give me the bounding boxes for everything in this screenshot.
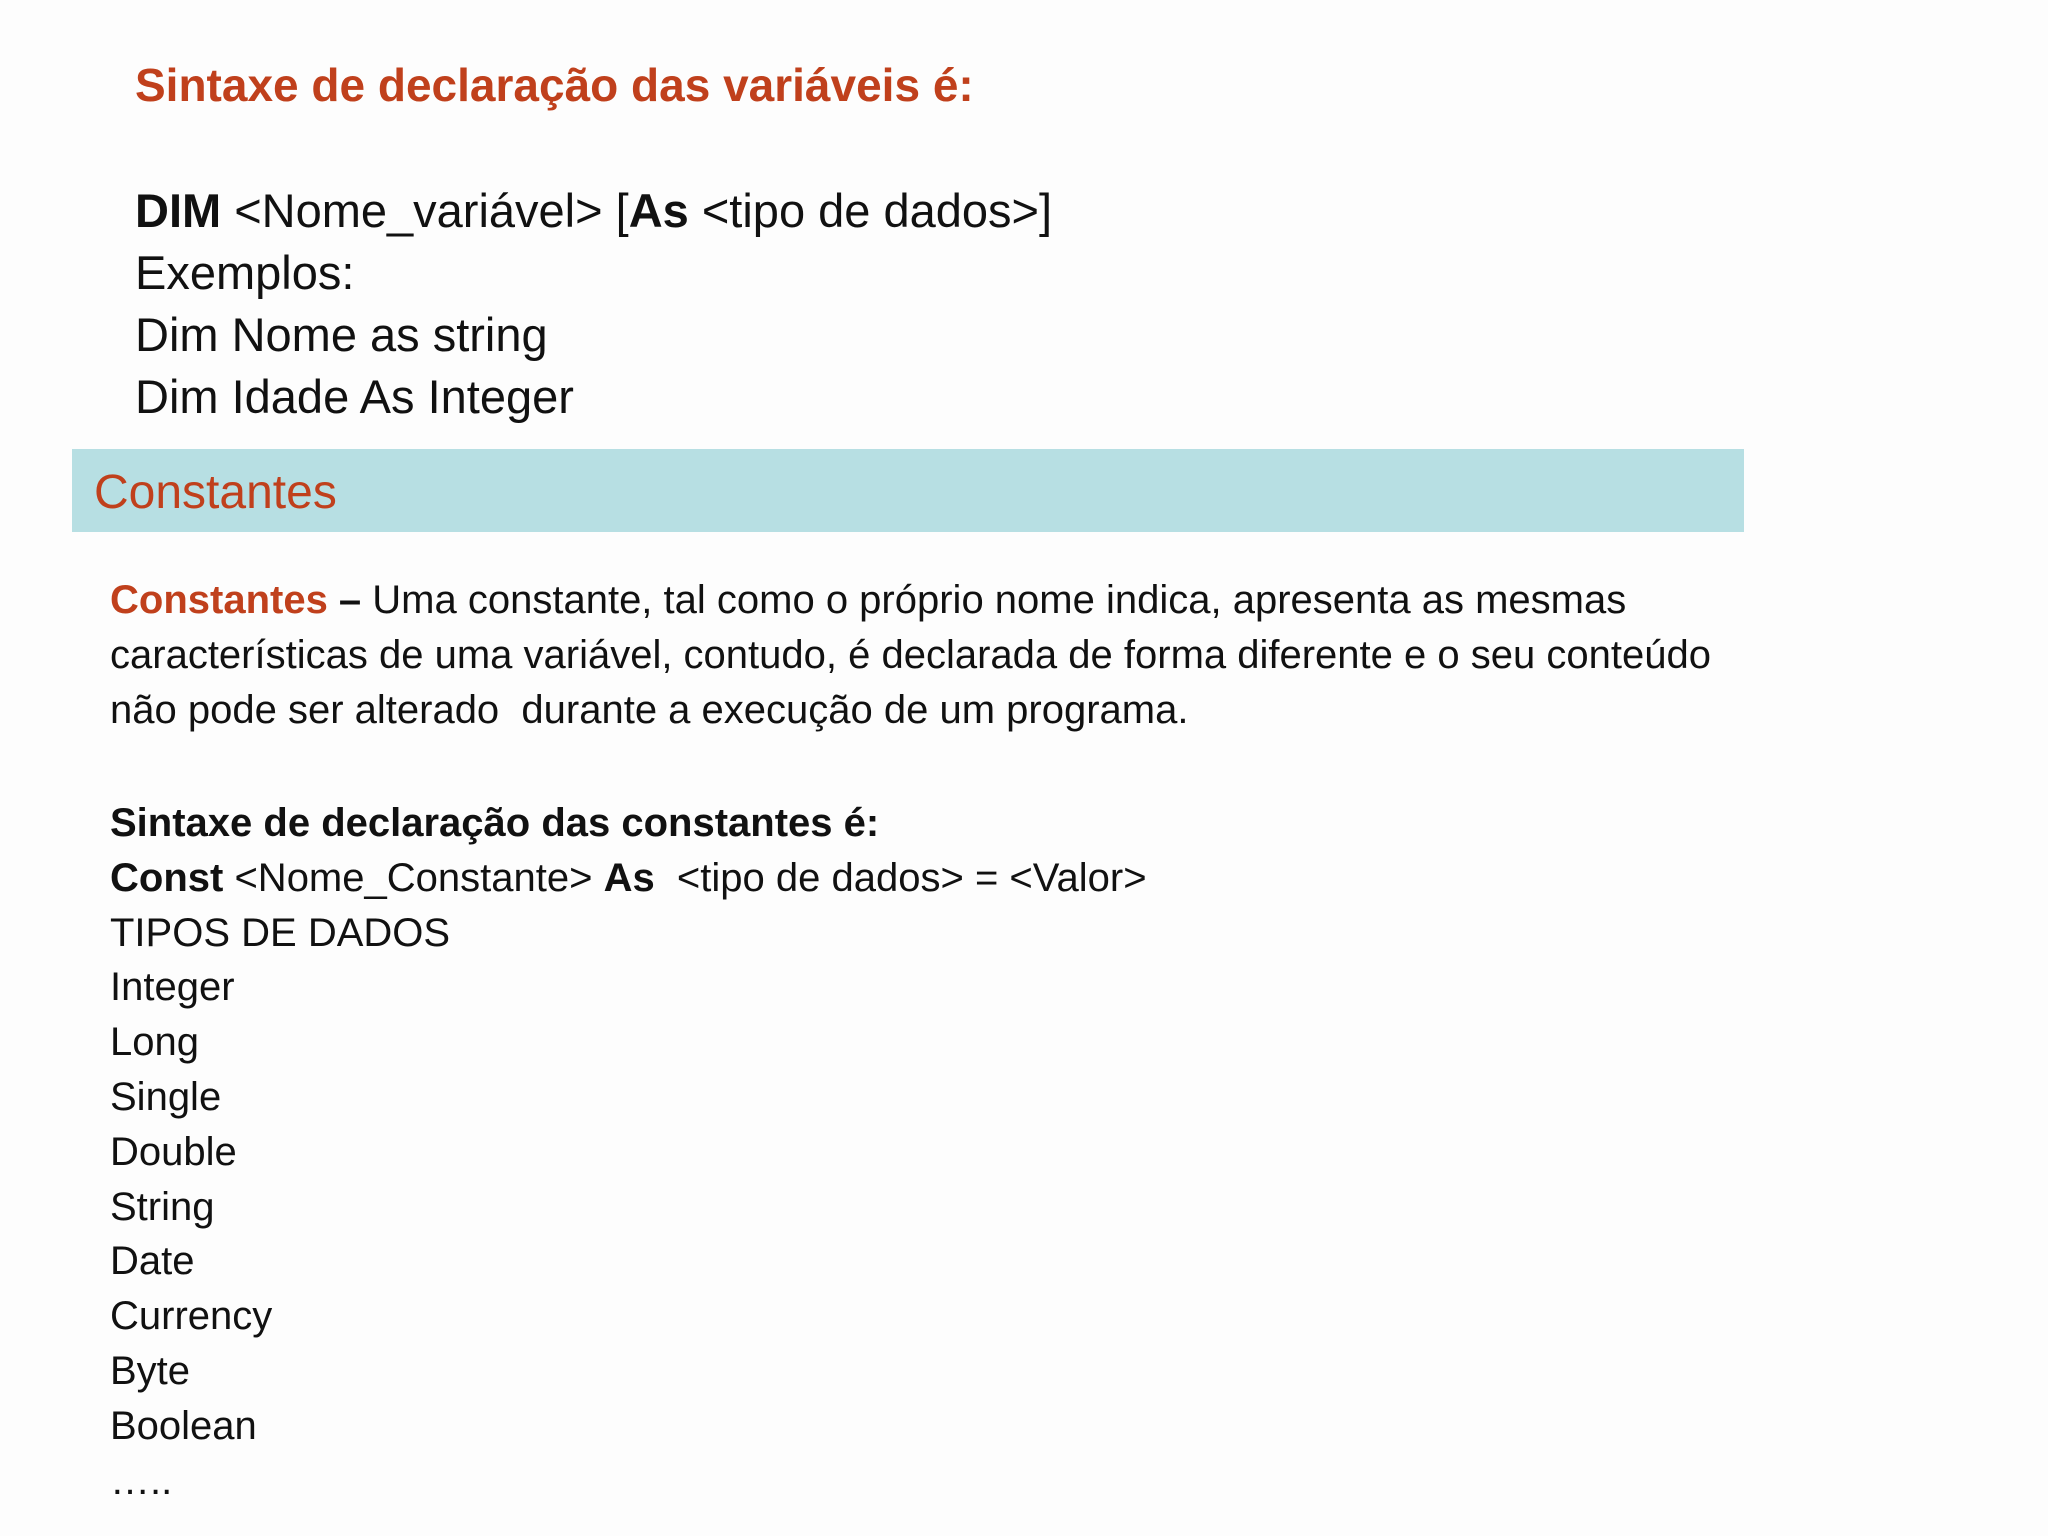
variable-syntax-block — [135, 180, 1052, 428]
constants-syntax-heading: Sintaxe de declaração das constantes é: — [110, 801, 880, 845]
data-type-item: Double — [110, 1129, 237, 1174]
variables-syntax-heading: Sintaxe de declaração das variáveis é: — [135, 59, 974, 111]
description-line: características de uma variável, contudo, é declarada de forma diferente e o seu conteúdo — [110, 633, 1711, 677]
description-line — [110, 573, 1990, 628]
constants-term: Constantes — [110, 578, 328, 622]
as-keyword: As — [603, 855, 655, 900]
description-line: não pode ser alterado durante a execução de um programa. — [110, 688, 1189, 732]
constant-name-placeholder: <Nome_Constante> — [223, 855, 604, 900]
section-title: Constantes — [94, 466, 337, 519]
term-dash: – — [327, 578, 362, 622]
dim-keyword: DIM — [135, 184, 222, 237]
examples-label: Exemplos: — [135, 246, 355, 299]
data-type-item: Integer — [110, 965, 235, 1010]
example-line: Dim Nome as string — [135, 308, 548, 361]
dim-syntax-line — [135, 180, 1052, 242]
variable-name-placeholder: <Nome_variável> [ — [221, 184, 629, 237]
example-line: Dim Idade As Integer — [135, 370, 574, 423]
const-syntax-line — [110, 851, 1147, 906]
data-type-item: Long — [110, 1020, 199, 1065]
data-type-item: Single — [110, 1074, 222, 1119]
type-value-placeholder: <tipo de dados> = <Valor> — [654, 855, 1147, 900]
as-keyword: As — [628, 184, 689, 237]
const-keyword: Const — [110, 855, 224, 900]
constants-section-bar — [72, 449, 1744, 532]
description-text: Uma constante, tal como o próprio nome indica, apresenta as mesmas — [361, 578, 1627, 622]
data-type-item: String — [110, 1184, 215, 1229]
data-type-ellipsis: ….. — [110, 1458, 173, 1503]
data-type-item: Byte — [110, 1348, 191, 1393]
data-type-item: Date — [110, 1239, 195, 1284]
constants-description — [110, 573, 1990, 738]
data-types-heading: TIPOS DE DADOS — [110, 910, 451, 955]
type-placeholder: <tipo de dados>] — [688, 184, 1053, 237]
data-type-item: Currency — [110, 1294, 273, 1339]
data-type-item: Boolean — [110, 1403, 257, 1448]
constants-syntax-block — [110, 796, 1147, 1508]
